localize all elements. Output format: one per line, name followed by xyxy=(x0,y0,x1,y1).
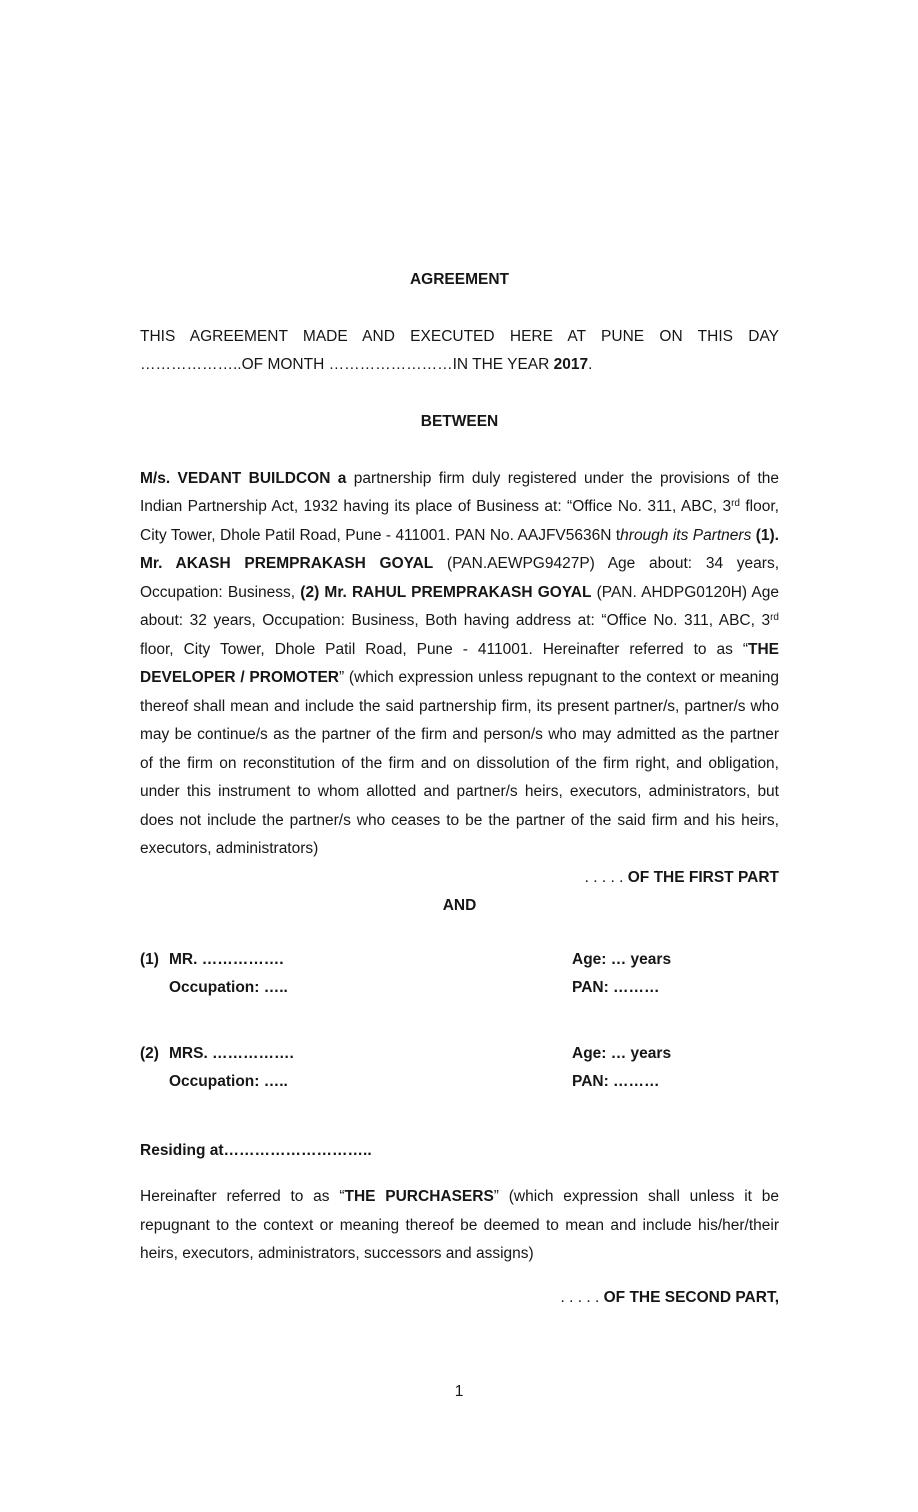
second-part-label: OF THE SECOND PART, xyxy=(603,1289,779,1306)
party1-occupation: Occupation: ….. xyxy=(169,979,288,996)
party1-pan: PAN: ……… xyxy=(572,979,660,996)
clause-text: Hereinafter referred to as “ xyxy=(140,1188,345,1205)
purchaser-party-2 xyxy=(140,1040,779,1097)
page-content xyxy=(140,0,779,1313)
opening-paragraph xyxy=(140,323,779,380)
leader-dots: . . . . . xyxy=(584,868,628,886)
party1-name-row xyxy=(140,946,779,975)
opening-text: THIS AGREEMENT MADE AND EXECUTED HERE AT PUNE ON THIS DAY ………………..OF MONTH ……………………IN THE YEAR xyxy=(140,327,779,373)
party1-age: Age: … years xyxy=(572,950,672,968)
residing-at-line: Residing at……………………….. xyxy=(140,1141,372,1159)
party2-number: (2) xyxy=(140,1044,159,1062)
ordinal-suffix: rd xyxy=(770,612,779,623)
first-part-label: OF THE FIRST PART xyxy=(627,868,779,886)
opening-period: . xyxy=(588,356,593,373)
developer-firm-name: M/s. VEDANT BUILDCON a xyxy=(140,469,347,487)
developer-promoter-term: THE DEVELOPER / PROMOTER xyxy=(140,640,779,686)
partner2-name: (2) Mr. RAHUL PREMPRAKASH GOYAL xyxy=(300,583,592,601)
second-part-line xyxy=(140,1284,779,1313)
clause-text: floor, City Tower, Dhole Patil Road, Pune - 411001. PAN No. AAJFV5636N t xyxy=(140,498,779,544)
clause-text: ” (which expression shall unless it be repugnant to the context or meaning thereof be deemed to mean and include his/her/their heirs, executors, administrators, successors and assigns) xyxy=(140,1188,780,1262)
party2-occupation-row xyxy=(140,1068,779,1097)
through-its-partners: hrough its Partners xyxy=(620,526,752,544)
clause-text: floor, City Tower, Dhole Patil Road, Pune - 411001. Hereinafter referred to as “ xyxy=(140,640,748,658)
party1-occupation-row xyxy=(140,974,779,1003)
partner1-name: (1). Mr. AKASH PREMPRAKASH GOYAL xyxy=(140,526,779,572)
party2-name-placeholder: MRS. ……………. xyxy=(169,1044,294,1062)
page-number: 1 xyxy=(454,1383,464,1400)
party2-pan: PAN: ……… xyxy=(572,1073,660,1090)
party1-number: (1) xyxy=(140,950,159,968)
clause-text: partnership firm duly registered under the provisions of the Indian Partnership Act, 1932 having its place of Business at: “Office No. 311, ABC, 3 xyxy=(140,469,779,515)
between-heading: BETWEEN xyxy=(420,412,499,430)
purchaser-party-1 xyxy=(140,946,779,1003)
leader-dots: . . . . . xyxy=(560,1289,604,1306)
party2-occupation: Occupation: ….. xyxy=(169,1073,288,1090)
clause-text: ” (which expression unless repugnant to the context or meaning thereof shall mean and include the said partnership firm, its present partner/s, partner/s who may be continue/s as the partner of the firm and person/s who may admitted as the partner of the firm on reconstitution of the firm and on dissolution of the firm right, and obligation, under this instrument to whom allotted and partner/s heirs, executors, administrators, but does not include the partner/s who ceases to be the partner of the said firm and his heirs, executors, administrators) xyxy=(140,669,779,857)
first-part-line xyxy=(140,864,779,893)
party1-name-placeholder: MR. ……………. xyxy=(169,950,284,968)
purchasers-clause-paragraph xyxy=(140,1183,779,1269)
purchasers-term: THE PURCHASERS xyxy=(344,1188,494,1205)
party2-name-row xyxy=(140,1040,779,1069)
document-title: AGREEMENT xyxy=(409,271,510,288)
year-value: 2017 xyxy=(553,356,589,373)
developer-clause-paragraph xyxy=(140,465,779,864)
clause-text: (PAN. AHDPG0120H) Age about: 32 years, Occupation: Business, Both having address at: “Office No. 311, ABC, 3 xyxy=(140,583,779,629)
clause-text: (PAN.AEWPG9427P) Age about: 34 years, Occupation: Business, xyxy=(140,555,780,601)
ordinal-suffix: rd xyxy=(731,498,740,509)
and-heading: AND xyxy=(442,897,477,914)
party2-age: Age: … years xyxy=(572,1044,672,1062)
